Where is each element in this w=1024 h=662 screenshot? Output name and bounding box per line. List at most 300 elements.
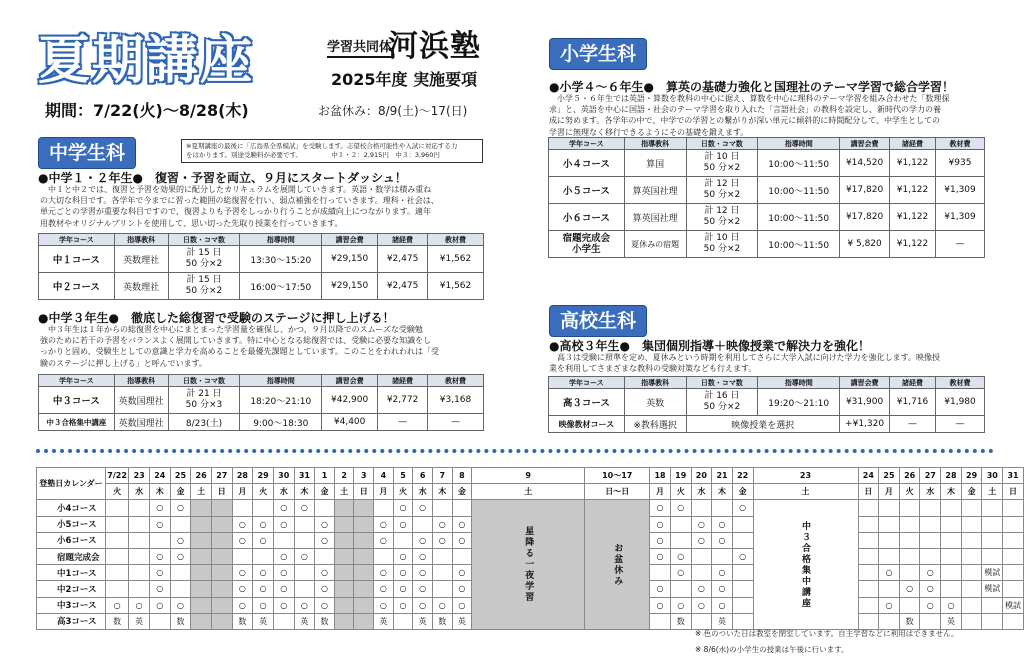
course-name: 高３コース — [549, 389, 625, 416]
calendar-cell: ○ — [413, 532, 433, 548]
course-name: 中３合格集中講座 — [39, 414, 115, 431]
calendar-cell — [253, 500, 274, 516]
time: 18:20～21:10 — [240, 387, 322, 414]
section-heading: ●高校３年生● 集団個別指導＋映像授業で解決力を強化！ — [549, 339, 870, 353]
calendar-cell — [879, 613, 900, 629]
calendar-cell — [858, 548, 879, 564]
days-count: 計 15 日 — [186, 275, 222, 285]
calendar-cell — [170, 565, 191, 581]
calendar-cell: ○ — [149, 548, 170, 564]
time: 16:00～17:50 — [240, 273, 322, 300]
period-count: 50 分×2 — [703, 217, 741, 227]
calendar-cell: ○ — [899, 581, 920, 597]
calendar-cell: ○ — [712, 581, 733, 597]
calendar-date: 7/22 — [105, 468, 128, 484]
calendar-cell: 模試 — [1003, 597, 1024, 613]
calendar-cell: ○ — [452, 532, 472, 548]
calendar-date: 20 — [691, 468, 712, 484]
calendar-cell — [432, 500, 452, 516]
period-count: 50 分×2 — [703, 402, 741, 412]
calendar-cell: 数 — [432, 613, 452, 629]
calendar-cell — [961, 581, 982, 597]
calendar-cell: ○ — [105, 597, 128, 613]
course-line: 小学生 — [572, 244, 601, 255]
calendar-cell: ○ — [273, 597, 294, 613]
calendar-cell — [961, 565, 982, 581]
calendar-cell — [941, 581, 962, 597]
days — [686, 389, 758, 416]
course-name: 中１コース — [39, 246, 115, 273]
calendar-cell — [858, 565, 879, 581]
calendar-cell: ○ — [393, 565, 413, 581]
calendar-cell — [334, 613, 354, 629]
calendar-cell: ○ — [941, 597, 962, 613]
calendar-cell — [129, 500, 150, 516]
calendar-cell — [712, 500, 733, 516]
col-header: 教材費 — [936, 138, 985, 150]
calendar-cell — [941, 516, 962, 532]
calendar-date: 23 — [129, 468, 150, 484]
calendar-cell — [858, 597, 879, 613]
calendar-weekday: 土 — [753, 484, 858, 500]
calendar-weekday: 火 — [670, 484, 691, 500]
subjects: 英数国理社 — [114, 387, 168, 414]
calendar-cell: ○ — [712, 565, 733, 581]
calendar-cell — [232, 548, 253, 564]
course-name: 中２コース — [39, 273, 115, 300]
title-box — [38, 30, 323, 92]
calendar-weekday: 日 — [1003, 484, 1024, 500]
calendar-cell: 英 — [129, 613, 150, 629]
calendar-cell — [354, 597, 374, 613]
table-row — [549, 204, 985, 231]
calendar-cell — [732, 532, 753, 548]
calendar-cell — [211, 500, 232, 516]
calendar-cell — [732, 516, 753, 532]
calendar-weekday: 土 — [191, 484, 212, 500]
calendar-cell: ○ — [712, 532, 733, 548]
note-line: をはかります。別途受験料が必要です。 中１・２：2,915円 中３：3,960円 — [186, 151, 440, 159]
section-description — [549, 352, 985, 374]
calendar-date: 30 — [982, 468, 1003, 484]
subjects: 算英国社理 — [624, 204, 686, 231]
calendar-cell — [129, 532, 150, 548]
obon-label: お盆休み — [585, 500, 650, 630]
calendar-cell — [670, 581, 691, 597]
section-divider — [36, 449, 994, 453]
calendar-weekday: 木 — [432, 484, 452, 500]
col-header: 教材費 — [936, 377, 985, 389]
course-name: 小４コース — [549, 150, 625, 177]
calendar-cell: ○ — [273, 548, 294, 564]
misc-fee: — — [378, 414, 428, 431]
table-row — [39, 246, 484, 273]
calendar-cell: 英 — [452, 613, 472, 629]
calendar-cell — [879, 500, 900, 516]
calendar-cell — [354, 613, 374, 629]
calendar-cell: ○ — [650, 532, 671, 548]
misc-fee: ¥1,122 — [890, 177, 936, 204]
calendar-date: 24 — [149, 468, 170, 484]
calendar-cell — [1003, 532, 1024, 548]
calendar-cell — [858, 516, 879, 532]
calendar-cell: ○ — [650, 581, 671, 597]
time: 映像授業を選択 — [686, 416, 840, 433]
calendar-date: 22 — [732, 468, 753, 484]
section-heading: ●中学１・２年生● 復習・予習を両立、９月にスタートダッシュ！ — [38, 171, 407, 185]
calendar-cell: ○ — [232, 581, 253, 597]
calendar-date: 7 — [432, 468, 452, 484]
col-header: 諸経費 — [378, 234, 428, 246]
calendar-cell — [294, 565, 315, 581]
material-fee: ¥1,309 — [936, 177, 985, 204]
calendar-cell — [1003, 548, 1024, 564]
calendar-weekday: 水 — [691, 484, 712, 500]
calendar-cell: ○ — [294, 500, 315, 516]
section-heading: ●小学４～６年生● 算英の基礎力強化と国理社のテーマ学習で総合学習！ — [549, 80, 954, 94]
calendar-cell — [941, 565, 962, 581]
calendar-cell — [393, 613, 413, 629]
calendar-cell — [858, 581, 879, 597]
calendar-cell: 英 — [374, 613, 394, 629]
table-row — [39, 387, 484, 414]
calendar-date: 2 — [334, 468, 354, 484]
calendar-cell: ○ — [393, 516, 413, 532]
calendar-weekday: 火 — [253, 484, 274, 500]
year-heading: 2025年度 実施要項 — [331, 70, 478, 89]
calendar-cell — [334, 500, 354, 516]
calendar-weekday: 木 — [712, 484, 733, 500]
period-count: 50 分×2 — [703, 190, 741, 200]
calendar-weekday: 火 — [393, 484, 413, 500]
calendar-cell — [650, 613, 671, 629]
subjects: 英数 — [624, 389, 686, 416]
days — [168, 246, 240, 273]
calendar-cell — [354, 532, 374, 548]
time: 19:20～21:10 — [758, 389, 840, 416]
calendar-cell — [879, 581, 900, 597]
calendar-cell — [982, 548, 1003, 564]
calendar-cell — [211, 548, 232, 564]
calendar-cell — [1003, 500, 1024, 516]
fee-table-chu3 — [38, 374, 484, 431]
calendar-label: 登塾日カレンダー — [37, 468, 106, 500]
text-line: 業を利用してさまざまな教科の受験対策なども行えます。 — [549, 364, 757, 374]
calendar-date: 27 — [211, 468, 232, 484]
calendar-cell: ○ — [170, 500, 191, 516]
calendar-cell — [1003, 613, 1024, 629]
misc-fee: ¥2,772 — [378, 387, 428, 414]
intensive-course-label: 中３合格集中講座 — [753, 500, 858, 630]
calendar-date: 19 — [670, 468, 691, 484]
period-count: 50 分×2 — [703, 244, 741, 254]
calendar-cell — [982, 613, 1003, 629]
days — [686, 150, 758, 177]
calendar-date: 6 — [413, 468, 433, 484]
calendar-cell: 数 — [315, 613, 335, 629]
text-line: っかりと固め、受験生としての意識と学力を高めることを最優先課題としています。このことをわれわれは「受 — [40, 347, 440, 357]
section-description — [549, 93, 985, 138]
fee: +¥1,320 — [840, 416, 890, 433]
calendar-weekday: 水 — [129, 484, 150, 500]
tab-koko: 高校生科 — [549, 305, 647, 337]
calendar-cell: ○ — [232, 597, 253, 613]
attendance-calendar — [36, 467, 1024, 630]
tab-shogaku: 小学生科 — [549, 38, 647, 70]
calendar-cell — [354, 581, 374, 597]
calendar-weekday: 金 — [315, 484, 335, 500]
course-line: 宿題完成会 — [562, 233, 611, 244]
calendar-cell — [191, 532, 212, 548]
subjects: 英数理社 — [114, 273, 168, 300]
course-name: 小６コース — [549, 204, 625, 231]
calendar-date: 25 — [879, 468, 900, 484]
period-count: 50 分×2 — [703, 163, 741, 173]
text-line: 小学５・６年生では英語・算数を教科の中心に据え、算数を中心に理科のテーマ学習を組み合わせた「数理探 — [549, 94, 950, 103]
calendar-cell — [432, 565, 452, 581]
calendar-cell — [211, 613, 232, 629]
calendar-cell — [354, 516, 374, 532]
calendar-cell: 英 — [253, 613, 274, 629]
calendar-cell — [191, 500, 212, 516]
calendar-date: 25 — [170, 468, 191, 484]
calendar-course-name: 中2コース — [37, 581, 106, 597]
col-header: 講習会費 — [322, 234, 378, 246]
subjects: 算国 — [624, 150, 686, 177]
calendar-cell — [105, 548, 128, 564]
text-line: 験のステージに押し上げる」と呼んでいます。 — [40, 358, 208, 368]
calendar-cell: ○ — [452, 565, 472, 581]
calendar-cell — [982, 500, 1003, 516]
calendar-cell: ○ — [253, 597, 274, 613]
calendar-cell — [374, 548, 394, 564]
fee: ¥31,900 — [840, 389, 890, 416]
calendar-cell — [899, 565, 920, 581]
calendar-cell — [858, 500, 879, 516]
calendar-cell: ○ — [879, 565, 900, 581]
mock-exam-note — [181, 139, 483, 163]
calendar-cell: ○ — [393, 548, 413, 564]
calendar-cell: ○ — [670, 597, 691, 613]
period-count: 50 分×3 — [185, 400, 223, 410]
calendar-cell: ○ — [691, 516, 712, 532]
calendar-cell — [879, 532, 900, 548]
calendar-cell: ○ — [691, 581, 712, 597]
calendar-cell — [211, 516, 232, 532]
course-name: 中３コース — [39, 387, 115, 414]
fee: ¥42,900 — [322, 387, 378, 414]
calendar-cell: ○ — [170, 548, 191, 564]
calendar-row — [37, 500, 1024, 516]
calendar-weekday: 火 — [899, 484, 920, 500]
fee: ¥29,150 — [322, 246, 378, 273]
calendar-cell — [961, 613, 982, 629]
col-header: 教材費 — [428, 375, 484, 387]
footnote: ※ 8/6(水)の小学生の授業は午後に行います。 — [695, 645, 849, 654]
course-name: 小５コース — [549, 177, 625, 204]
calendar-cell: ○ — [452, 516, 472, 532]
calendar-cell: 数 — [670, 613, 691, 629]
calendar-cell — [149, 613, 170, 629]
org-name: 河浜塾 — [388, 29, 481, 64]
calendar-cell: 英 — [712, 613, 733, 629]
calendar-cell: ○ — [920, 581, 941, 597]
calendar-weekday: 金 — [961, 484, 982, 500]
calendar-cell — [232, 500, 253, 516]
col-header: 指導時間 — [758, 377, 840, 389]
days — [168, 273, 240, 300]
calendar-weekday: 水 — [273, 484, 294, 500]
calendar-weekday: 火 — [105, 484, 128, 500]
calendar-date: 29 — [253, 468, 274, 484]
course-name: 映像教材コース — [549, 416, 625, 433]
calendar-cell: ○ — [732, 548, 753, 564]
calendar-cell: ○ — [294, 548, 315, 564]
calendar-cell: ○ — [149, 597, 170, 613]
misc-fee: ¥1,716 — [890, 389, 936, 416]
col-header: 学年コース — [549, 138, 625, 150]
fee: ¥14,520 — [840, 150, 890, 177]
calendar-course-name: 中3コース — [37, 597, 106, 613]
calendar-weekday: 金 — [732, 484, 753, 500]
calendar-cell: ○ — [393, 597, 413, 613]
calendar-date: 8 — [452, 468, 472, 484]
calendar-cell — [920, 548, 941, 564]
calendar-cell: ○ — [879, 597, 900, 613]
calendar-cell — [941, 532, 962, 548]
calendar-cell — [920, 532, 941, 548]
calendar-cell — [354, 565, 374, 581]
calendar-weekday: 日 — [354, 484, 374, 500]
material-fee: ¥1,980 — [936, 389, 985, 416]
calendar-cell: ○ — [413, 581, 433, 597]
calendar-date: 9 — [472, 468, 585, 484]
calendar-date: 5 — [393, 468, 413, 484]
col-header: 指導時間 — [758, 138, 840, 150]
calendar-date: 27 — [920, 468, 941, 484]
days-count: 計 12 日 — [704, 179, 740, 189]
calendar-cell: ○ — [149, 516, 170, 532]
calendar-cell: ○ — [691, 532, 712, 548]
days-count: 計 10 日 — [704, 152, 740, 162]
text-line: の大切な科目です。各学年で今までに習った範囲の総復習を行い、弱点補強を行っていきます。理科・社会は、 — [40, 196, 439, 206]
col-header: 指導教科 — [114, 234, 168, 246]
calendar-cell — [129, 565, 150, 581]
col-header: 指導時間 — [240, 234, 322, 246]
calendar-date: 31 — [294, 468, 315, 484]
section-description — [40, 184, 485, 229]
calendar-cell — [191, 516, 212, 532]
calendar-cell: ○ — [129, 597, 150, 613]
calendar-cell — [393, 532, 413, 548]
calendar-course-name: 小4コース — [37, 500, 106, 516]
calendar-cell — [961, 500, 982, 516]
calendar-weekday: 日 — [858, 484, 879, 500]
calendar-date: 31 — [1003, 468, 1024, 484]
calendar-cell: ○ — [670, 548, 691, 564]
calendar-cell: ○ — [432, 532, 452, 548]
calendar-weekday: 木 — [294, 484, 315, 500]
calendar-cell — [294, 532, 315, 548]
material-fee: — — [428, 414, 484, 431]
calendar-cell — [1003, 581, 1024, 597]
calendar-cell: ○ — [273, 516, 294, 532]
calendar-cell — [129, 548, 150, 564]
calendar-cell — [105, 500, 128, 516]
calendar-weekday: 月 — [374, 484, 394, 500]
calendar-cell: ○ — [452, 581, 472, 597]
calendar-cell — [191, 581, 212, 597]
subjects: 算英国社理 — [624, 177, 686, 204]
col-header: 日数・コマ数 — [168, 234, 240, 246]
page-title: 夏期講座 — [38, 31, 255, 91]
calendar-cell: ○ — [149, 581, 170, 597]
days — [686, 177, 758, 204]
fee: ¥ 5,820 — [840, 231, 890, 258]
material-fee: ¥1,562 — [428, 246, 484, 273]
calendar-cell — [670, 516, 691, 532]
text-line: 高３は受験に照準を定め、夏休みという時期を利用してさらに大学入試に向けた学力を強化します。映像授 — [549, 353, 941, 362]
calendar-date: 18 — [650, 468, 671, 484]
calendar-cell — [413, 516, 433, 532]
col-header: 諸経費 — [890, 138, 936, 150]
calendar-cell — [273, 613, 294, 629]
calendar-cell: ○ — [273, 565, 294, 581]
calendar-cell — [961, 548, 982, 564]
calendar-date: 4 — [374, 468, 394, 484]
calendar-cell — [691, 613, 712, 629]
calendar-cell: ○ — [253, 516, 274, 532]
calendar-cell — [129, 516, 150, 532]
table-row — [549, 177, 985, 204]
text-line: 単元ごとの学習が重要な科目ですので、復習よりも予習をしっかり行うことが成績向上につながります。適年 — [40, 207, 432, 217]
calendar-cell: ○ — [712, 597, 733, 613]
calendar-cell — [650, 565, 671, 581]
days-count: 計 12 日 — [704, 206, 740, 216]
text-line: 成に努めます。各学年の中で、中学での学習との繋がりが深い単元に傾斜的に時間配分して、中学生としての — [549, 116, 941, 126]
days — [168, 387, 240, 414]
fee-table-koko — [548, 376, 985, 433]
calendar-cell: 模試 — [982, 581, 1003, 597]
calendar-cell: ○ — [253, 532, 274, 548]
time: 13:30～15:20 — [240, 246, 322, 273]
col-header: 教材費 — [428, 234, 484, 246]
calendar-cell — [961, 532, 982, 548]
col-header: 指導教科 — [624, 377, 686, 389]
calendar-cell: ○ — [650, 500, 671, 516]
calendar-cell — [354, 548, 374, 564]
calendar-cell — [105, 516, 128, 532]
fee-table-chu12 — [38, 233, 484, 300]
calendar-cell: ○ — [432, 597, 452, 613]
calendar-cell: ○ — [232, 516, 253, 532]
calendar-cell: ○ — [374, 565, 394, 581]
calendar-cell — [670, 532, 691, 548]
calendar-weekday: 土 — [982, 484, 1003, 500]
calendar-cell: ○ — [393, 500, 413, 516]
text-line: 中１と中２では、復習と予習を効果的に配分したカリキュラムを展開していきます。英語・数学は積み重ね — [40, 185, 432, 194]
time: 10:00～11:50 — [758, 150, 840, 177]
calendar-cell: 数 — [170, 613, 191, 629]
calendar-cell: ○ — [294, 597, 315, 613]
calendar-cell: ○ — [273, 581, 294, 597]
calendar-cell — [961, 597, 982, 613]
material-fee: — — [936, 416, 985, 433]
calendar-cell — [334, 532, 354, 548]
calendar-cell — [691, 500, 712, 516]
calendar-cell — [273, 532, 294, 548]
text-line: 強のために若干の予習をバランスよく展開していきます。特に中心となる総復習では、受験に必要な知識をし — [40, 336, 432, 346]
